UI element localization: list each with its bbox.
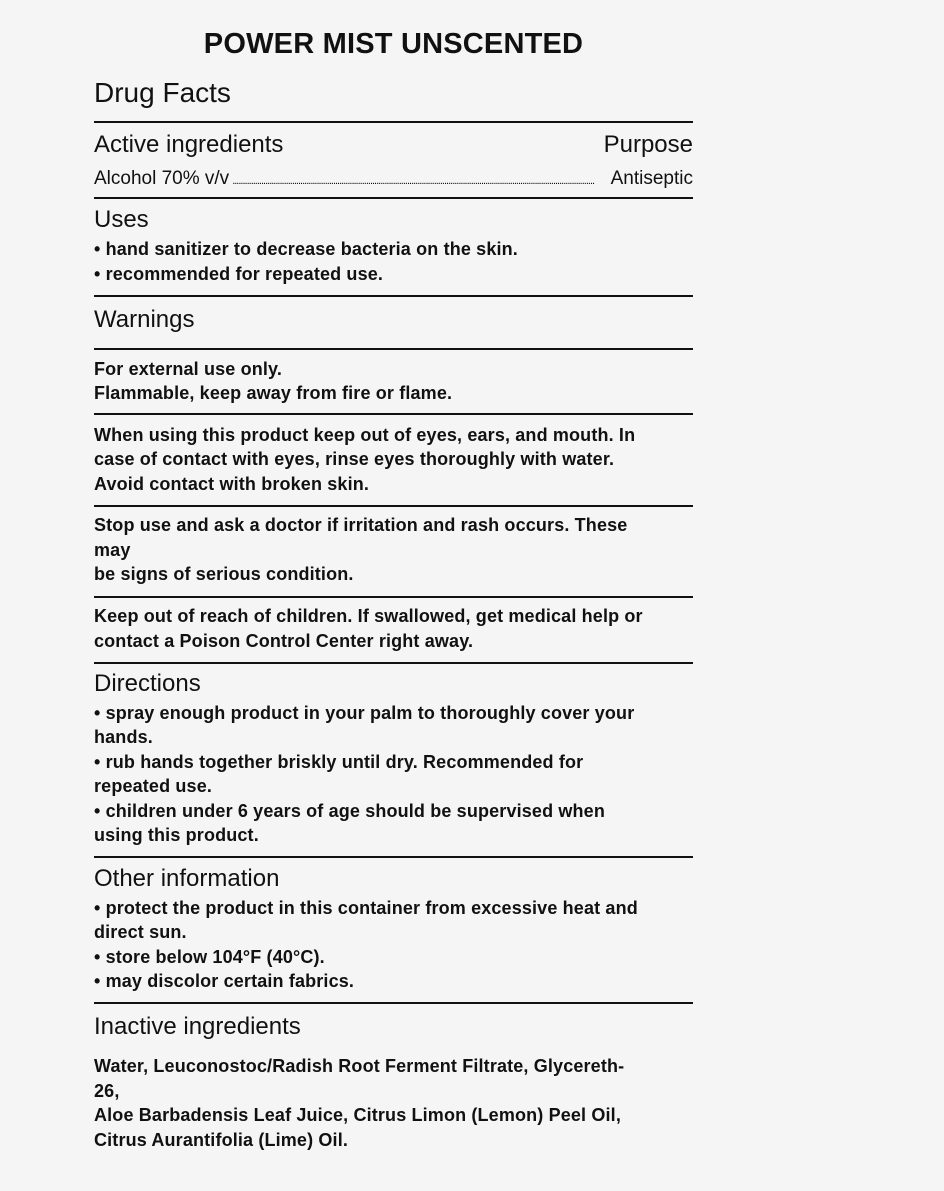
keep-out-line: Keep out of reach of children. If swallowed, get medical help or xyxy=(94,606,643,626)
other-info-heading: Other information xyxy=(94,865,280,892)
active-ingredients-heading: Active ingredients xyxy=(94,131,284,158)
inactive-line: 26, xyxy=(94,1081,120,1101)
uses-heading: Uses xyxy=(94,206,149,233)
active-ingredient-row xyxy=(94,168,693,190)
dot-leader: ................................................................................................................................................................................ xyxy=(232,175,595,187)
inactive-heading: Inactive ingredients xyxy=(94,1013,301,1040)
uses-item: • hand sanitizer to decrease bacteria on the skin. xyxy=(94,239,518,259)
when-using-line: When using this product keep out of eyes, ears, and mouth. In xyxy=(94,425,636,445)
stop-use-line: Stop use and ask a doctor if irritation and rash occurs. These xyxy=(94,515,628,535)
ingredient-purpose: Antiseptic xyxy=(610,168,693,189)
divider xyxy=(94,348,693,350)
stop-use-line: may xyxy=(94,540,131,560)
directions-line: hands. xyxy=(94,727,153,747)
divider xyxy=(94,413,693,415)
other-info-line: direct sun. xyxy=(94,922,187,942)
uses-item: • recommended for repeated use. xyxy=(94,264,384,284)
drug-facts-heading: Drug Facts xyxy=(94,77,231,108)
directions-line: • spray enough product in your palm to thoroughly cover your xyxy=(94,703,635,723)
divider xyxy=(94,121,693,123)
when-using-line: Avoid contact with broken skin. xyxy=(94,474,370,494)
warnings-heading: Warnings xyxy=(94,306,195,333)
divider xyxy=(94,662,693,664)
directions-heading: Directions xyxy=(94,670,201,697)
keep-out-line: contact a Poison Control Center right away. xyxy=(94,631,474,651)
other-info-line: • protect the product in this container from excessive heat and xyxy=(94,898,638,918)
inactive-line: Aloe Barbadensis Leaf Juice, Citrus Limon (Lemon) Peel Oil, xyxy=(94,1105,621,1125)
divider xyxy=(94,197,693,199)
directions-line: • children under 6 years of age should be supervised when xyxy=(94,801,605,821)
divider xyxy=(94,856,693,858)
product-title: POWER MIST UNSCENTED xyxy=(203,28,584,60)
warning-flammable: Flammable, keep away from fire or flame. xyxy=(94,383,453,403)
divider xyxy=(94,505,693,507)
divider xyxy=(94,596,693,598)
other-info-line: • may discolor certain fabrics. xyxy=(94,971,355,991)
inactive-line: Citrus Aurantifolia (Lime) Oil. xyxy=(94,1130,348,1150)
other-info-line: • store below 104°F (40°C). xyxy=(94,947,325,967)
stop-use-line: be signs of serious condition. xyxy=(94,564,354,584)
ingredient-name: Alcohol 70% v/v xyxy=(94,168,230,189)
directions-line: • rub hands together briskly until dry. Recommended for xyxy=(94,752,584,772)
inactive-line: Water, Leuconostoc/Radish Root Ferment Filtrate, Glycereth- xyxy=(94,1056,625,1076)
directions-line: using this product. xyxy=(94,825,259,845)
warning-external: For external use only. xyxy=(94,359,283,379)
directions-line: repeated use. xyxy=(94,776,213,796)
divider xyxy=(94,1002,693,1004)
purpose-heading: Purpose xyxy=(603,131,693,158)
divider xyxy=(94,295,693,297)
when-using-line: case of contact with eyes, rinse eyes thoroughly with water. xyxy=(94,449,615,469)
